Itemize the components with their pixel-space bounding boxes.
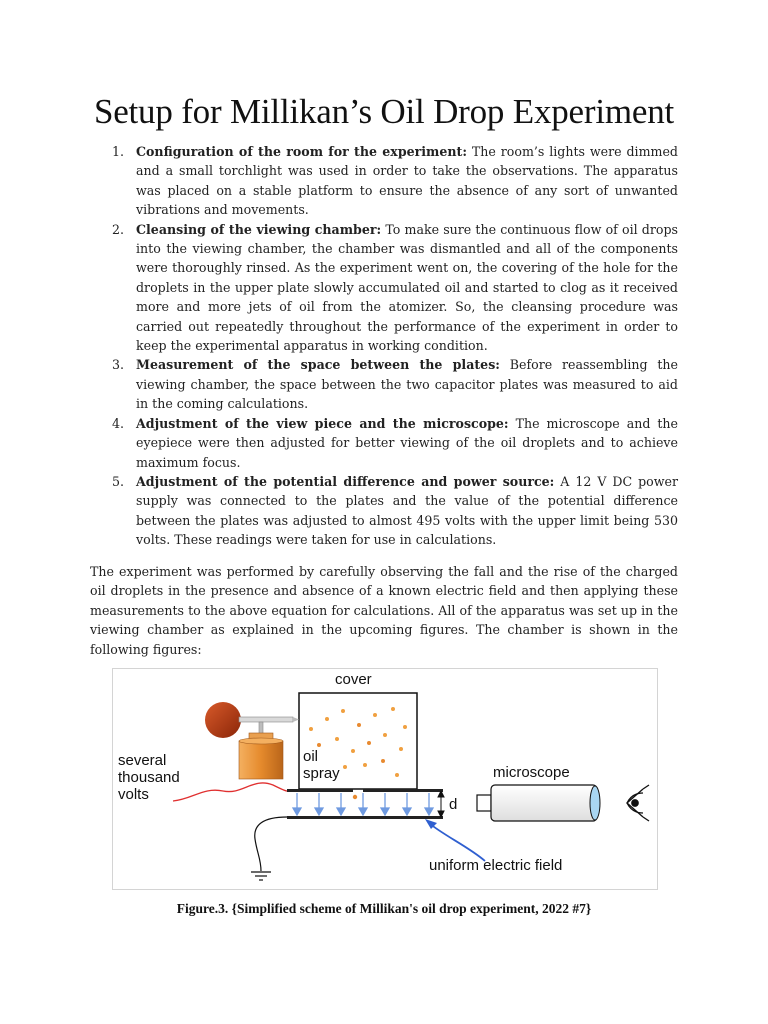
list-number: 4. xyxy=(112,415,125,431)
distance-marker xyxy=(438,791,444,817)
list-number: 1. xyxy=(112,144,125,159)
spray-label: spray xyxy=(303,765,340,782)
step-text: Before reassembling the viewing chamber, the space between the two capacitor plates was measured to aid in the coming calculations. xyxy=(136,357,678,412)
step-heading: Adjustment of the potential difference and power source: xyxy=(136,473,555,489)
list-item xyxy=(100,220,678,356)
oil-droplets xyxy=(309,707,407,799)
atomizer-nozzle xyxy=(239,717,293,722)
list-item xyxy=(100,355,678,413)
lower-plate xyxy=(287,816,443,819)
field-label: uniform electric field xyxy=(429,857,563,874)
microscope-icon xyxy=(477,785,600,821)
setup-steps-list xyxy=(100,142,678,550)
list-number: 2. xyxy=(112,221,125,237)
microscope-label: microscope xyxy=(493,764,570,781)
step-heading: Adjustment of the view piece and the microscope: xyxy=(136,415,509,431)
cover-label: cover xyxy=(335,671,372,688)
voltage-label-line1: several xyxy=(118,752,167,769)
list-item xyxy=(100,414,678,472)
list-item xyxy=(100,142,678,220)
figure-caption: Figure.3. {Simplified scheme of Millikan's oil drop experiment, 2022 #7} xyxy=(176,901,592,916)
list-item xyxy=(100,472,678,550)
step-heading: Cleansing of the viewing chamber: xyxy=(136,221,382,237)
step-text: To make sure the continuous flow of oil drops into the viewing chamber, the chamber was dismantled and all of the components were thoroughly rinsed. As the experiment went on, the covering of the hole for the droplets in the upper plate slowly accumulated oil and started to clog as it received more and more jets of oil from the atomizer. So, the cleansing procedure was carried out repeatedly throughout the performance of the experiment in order to keep the experimental apparatus in working condition. xyxy=(136,221,678,354)
step-heading: Configuration of the room for the experiment: xyxy=(136,144,468,159)
voltage-label-line2: thousand xyxy=(118,769,180,786)
ground-symbol-icon xyxy=(251,872,271,880)
millikan-diagram xyxy=(112,668,658,890)
body-paragraph: The experiment was performed by carefully observing the fall and the rise of the charged oil droplets in the presence and absence of a known electric field and then applying these measurements to the above equation for calculations. All of the apparatus was set up in the viewing chamber as explained in the upcoming figures. The chamber is shown in the following figures: xyxy=(90,564,678,657)
list-number: 5. xyxy=(112,473,125,489)
upper-plate-right xyxy=(363,789,443,792)
page-title: Setup for Millikan’s Oil Drop Experiment xyxy=(93,92,675,131)
step-text: The room’s lights were dimmed and a small torchlight was used in order to take the observations. The apparatus was placed on a stable platform to ensure the absence of any sort of unwanted vibrations and movements. xyxy=(136,144,678,218)
atomizer-bulb-icon xyxy=(205,702,241,738)
step-text: The microscope and the eyepiece were then adjusted for better viewing of the oil droplets and to achieve maximum focus. xyxy=(136,415,678,470)
oil-label: oil xyxy=(303,748,319,765)
list-number: 3. xyxy=(112,357,125,373)
eye-icon xyxy=(627,785,649,821)
high-voltage-wire xyxy=(173,783,287,801)
atomizer-reservoir xyxy=(239,741,283,779)
voltage-label-line3: volts xyxy=(118,786,149,803)
ground-wire xyxy=(255,817,287,871)
step-heading: Measurement of the space between the plates: xyxy=(136,357,500,373)
field-pointer-arrow xyxy=(429,823,485,861)
atomizer xyxy=(205,702,299,779)
diagram-svg xyxy=(113,669,657,889)
step-text: A 12 V DC power supply was connected to the plates and the value of the potential difference between the plates was adjusted to almost 495 volts with the upper limit being 530 volts. These readings were taken for use in calculations. xyxy=(136,473,678,548)
upper-plate-left xyxy=(287,789,353,792)
field-arrows xyxy=(293,793,433,815)
distance-label: d xyxy=(449,796,458,813)
